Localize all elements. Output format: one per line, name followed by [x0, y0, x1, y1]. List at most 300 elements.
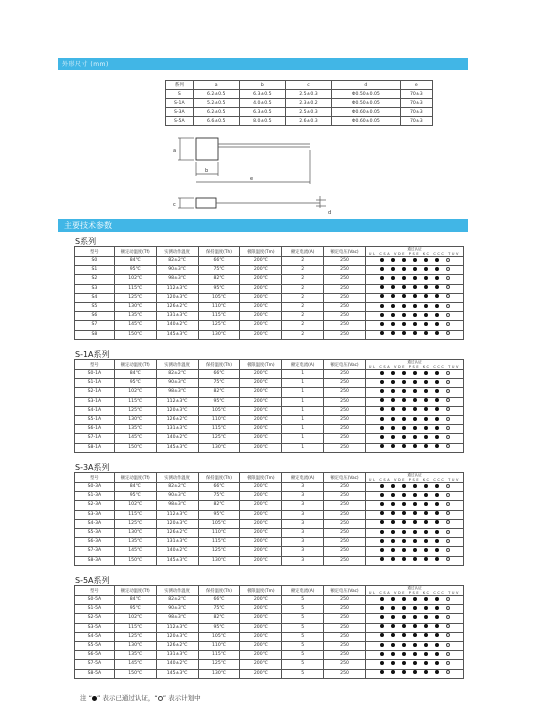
cert-pending-ring-icon	[446, 661, 450, 665]
cert-passed-dot-icon	[380, 294, 384, 298]
series-cell: 82℃	[198, 614, 240, 623]
series-header-row	[75, 360, 464, 370]
series-cell: 3	[282, 528, 324, 537]
cert-status-cell	[366, 266, 464, 275]
cert-passed-dot-icon	[424, 285, 428, 289]
cert-pending-ring-icon	[446, 371, 450, 375]
cert-passed-dot-icon	[424, 530, 428, 534]
series-cell: S6-5A	[75, 651, 115, 660]
series-col-header: 额定电压(Vac)	[324, 473, 366, 483]
cert-pending-ring-icon	[446, 530, 450, 534]
series-cell: 150℃	[114, 669, 156, 678]
series-cell: 250	[324, 660, 366, 669]
cert-passed-dot-icon	[402, 606, 406, 610]
series-cell: 130℃	[198, 669, 240, 678]
series-cell: 200℃	[240, 538, 282, 547]
series-row	[75, 605, 464, 614]
series-cell: 145℃	[114, 547, 156, 556]
cert-pending-ring-icon	[446, 520, 450, 524]
series-cell: 200℃	[240, 510, 282, 519]
cert-passed-dot-icon	[402, 502, 406, 506]
cert-passed-dot-icon	[435, 557, 439, 561]
series-cell: 250	[324, 538, 366, 547]
cert-passed-dot-icon	[402, 304, 406, 308]
dim-cell: 70±3	[400, 108, 432, 117]
series-row	[75, 321, 464, 330]
cert-status-cell	[366, 605, 464, 614]
series-cell: 126±2℃	[156, 302, 198, 311]
dim-cell: 2.3±0.2	[285, 99, 331, 108]
series-cell: 112±3℃	[156, 623, 198, 632]
cert-passed-dot-icon	[402, 398, 406, 402]
series-cell: 95℃	[114, 379, 156, 388]
dim-col-header: b	[239, 81, 285, 90]
series-cell: 90±3℃	[156, 379, 198, 388]
cert-passed-dot-icon	[391, 407, 395, 411]
dim-cell: 6.2±0.5	[193, 90, 239, 99]
series-cell: 66℃	[198, 257, 240, 266]
dim-col-header: c	[285, 81, 331, 90]
cert-passed-dot-icon	[380, 624, 384, 628]
series-cell: 130℃	[114, 528, 156, 537]
cert-passed-dot-icon	[424, 258, 428, 262]
dim-cell: 5.2±0.5	[193, 99, 239, 108]
series-cell: 120±3℃	[156, 293, 198, 302]
cert-passed-dot-icon	[380, 548, 384, 552]
series-row	[75, 388, 464, 397]
series-col-header: 实测动作温度	[156, 586, 198, 596]
cert-passed-dot-icon	[435, 417, 439, 421]
cert-passed-dot-icon	[435, 331, 439, 335]
cert-passed-dot-icon	[435, 539, 439, 543]
series-row	[75, 406, 464, 415]
series-col-header: 额定电流(A)	[282, 247, 324, 257]
cert-pending-ring-icon	[446, 331, 450, 335]
series-cell: 1	[282, 415, 324, 424]
series-cell: 95℃	[114, 492, 156, 501]
cert-passed-dot-icon	[380, 511, 384, 515]
cert-passed-dot-icon	[413, 643, 417, 647]
series-cell: 200℃	[240, 312, 282, 321]
cert-passed-dot-icon	[424, 435, 428, 439]
series-cell: 150℃	[114, 556, 156, 565]
cert-pending-ring-icon	[446, 606, 450, 610]
cert-passed-dot-icon	[391, 294, 395, 298]
series-cell: 200℃	[240, 266, 282, 275]
series-cell: 126±2℃	[156, 415, 198, 424]
series-cell: 130℃	[198, 330, 240, 339]
cert-pending-ring-icon	[446, 313, 450, 317]
cert-passed-dot-icon	[380, 417, 384, 421]
series-cell: 120±3℃	[156, 519, 198, 528]
cert-passed-dot-icon	[402, 258, 406, 262]
cert-passed-dot-icon	[380, 435, 384, 439]
dim-cell: Φ0.60±0.05	[332, 117, 401, 126]
series-cell: 125℃	[114, 632, 156, 641]
series-cell: 250	[324, 397, 366, 406]
series-cell: 3	[282, 483, 324, 492]
cert-pending-ring-icon	[446, 407, 450, 411]
cert-passed-dot-icon	[413, 267, 417, 271]
cert-passed-dot-icon	[435, 493, 439, 497]
cert-passed-dot-icon	[435, 322, 439, 326]
cert-passed-dot-icon	[380, 398, 384, 402]
series-cell: 145±3℃	[156, 443, 198, 452]
cert-passed-dot-icon	[402, 520, 406, 524]
cert-passed-dot-icon	[380, 652, 384, 656]
series-cell: 250	[324, 492, 366, 501]
cert-passed-dot-icon	[435, 398, 439, 402]
cert-passed-dot-icon	[435, 530, 439, 534]
cert-passed-dot-icon	[380, 371, 384, 375]
cert-passed-dot-icon	[424, 267, 428, 271]
series-cell: S6	[75, 312, 115, 321]
series-row	[75, 547, 464, 556]
cert-passed-dot-icon	[424, 484, 428, 488]
cert-passed-dot-icon	[424, 624, 428, 628]
series-cell: 110℃	[198, 528, 240, 537]
cert-passed-dot-icon	[413, 661, 417, 665]
cert-passed-dot-icon	[424, 407, 428, 411]
series-cell: 200℃	[240, 370, 282, 379]
series-cell: 102℃	[114, 614, 156, 623]
dim-label-b: b	[205, 168, 209, 174]
cert-pending-ring-icon	[446, 304, 450, 308]
cert-passed-dot-icon	[413, 484, 417, 488]
cert-passed-dot-icon	[435, 502, 439, 506]
series-cell: 200℃	[240, 623, 282, 632]
series-cell: 250	[324, 547, 366, 556]
cert-passed-dot-icon	[402, 670, 406, 674]
series-table	[74, 585, 464, 679]
series-cell: 112±3℃	[156, 510, 198, 519]
cert-passed-dot-icon	[380, 426, 384, 430]
dim-cell: 6.6±0.5	[193, 117, 239, 126]
cert-passed-dot-icon	[391, 502, 395, 506]
series-col-header: 通过认证 UL CSA VDE PSE KC CCC TUV	[366, 473, 464, 483]
series-cell: 1	[282, 434, 324, 443]
series-cell: 250	[324, 519, 366, 528]
cert-passed-dot-icon	[380, 389, 384, 393]
series-cell: S6-3A	[75, 538, 115, 547]
cert-passed-dot-icon	[402, 643, 406, 647]
cert-status-cell	[366, 492, 464, 501]
series-cell: 125℃	[198, 434, 240, 443]
cert-passed-dot-icon	[402, 444, 406, 448]
cert-passed-dot-icon	[435, 661, 439, 665]
series-cell: 200℃	[240, 669, 282, 678]
series-cell: 82±2℃	[156, 257, 198, 266]
cert-passed-dot-icon	[424, 511, 428, 515]
cert-passed-dot-icon	[391, 652, 395, 656]
cert-passed-dot-icon	[380, 304, 384, 308]
specs-banner	[58, 219, 468, 232]
series-cell: 115℃	[198, 538, 240, 547]
cert-status-cell	[366, 614, 464, 623]
series-cell: 5	[282, 669, 324, 678]
series-cell: 2	[282, 312, 324, 321]
series-col-header: 额定动温度(Tf)	[114, 586, 156, 596]
dim-cell: 8.0±0.5	[239, 117, 285, 126]
cert-passed-dot-icon	[391, 615, 395, 619]
cert-passed-dot-icon	[413, 511, 417, 515]
series-header-row	[75, 247, 464, 257]
cert-passed-dot-icon	[391, 557, 395, 561]
cert-passed-dot-icon	[380, 267, 384, 271]
series-cell: 2	[282, 293, 324, 302]
cert-status-cell	[366, 312, 464, 321]
series-cell: 130℃	[114, 641, 156, 650]
series-cell: 135℃	[114, 312, 156, 321]
series-cell: 250	[324, 614, 366, 623]
series-cell: 200℃	[240, 501, 282, 510]
series-cell: 66℃	[198, 370, 240, 379]
series-cell: 145±3℃	[156, 330, 198, 339]
series-row	[75, 556, 464, 565]
cert-passed-dot-icon	[413, 435, 417, 439]
series-cell: 84℃	[114, 483, 156, 492]
series-row	[75, 483, 464, 492]
series-row	[75, 397, 464, 406]
series-cell: 82℃	[198, 501, 240, 510]
series-cell: 250	[324, 293, 366, 302]
cert-passed-dot-icon	[402, 597, 406, 601]
series-cell: 66℃	[198, 596, 240, 605]
cert-passed-dot-icon	[391, 661, 395, 665]
series-col-header: 额定电流(A)	[282, 473, 324, 483]
series-row	[75, 501, 464, 510]
cert-passed-dot-icon	[391, 417, 395, 421]
cert-passed-dot-icon	[435, 380, 439, 384]
cert-pending-ring-icon	[446, 276, 450, 280]
dim-cell: 6.3±0.5	[239, 108, 285, 117]
cert-passed-dot-icon	[435, 670, 439, 674]
series-cell: 250	[324, 406, 366, 415]
dim-cell: S-1A	[166, 99, 194, 108]
cert-passed-dot-icon	[380, 380, 384, 384]
series-cell: 105℃	[198, 406, 240, 415]
cert-passed-dot-icon	[380, 530, 384, 534]
series-cell: 3	[282, 519, 324, 528]
cert-passed-dot-icon	[380, 615, 384, 619]
series-col-header: 实测动作温度	[156, 247, 198, 257]
series-cell: 200℃	[240, 434, 282, 443]
series-col-header: 额定电压(Vac)	[324, 247, 366, 257]
series-cell: 200℃	[240, 275, 282, 284]
series-row	[75, 312, 464, 321]
series-cell: 105℃	[198, 293, 240, 302]
series-cell: 3	[282, 556, 324, 565]
series-cell: 112±3℃	[156, 397, 198, 406]
cert-passed-dot-icon	[413, 597, 417, 601]
cert-passed-dot-icon	[380, 633, 384, 637]
series-cell: 2	[282, 321, 324, 330]
dimensions-header: 外形尺寸 (mm)	[62, 61, 109, 68]
cert-passed-dot-icon	[391, 313, 395, 317]
cert-logos-icon: UL CSA VDE PSE KC CCC TUV	[368, 365, 461, 369]
cert-passed-dot-icon	[413, 633, 417, 637]
cert-passed-dot-icon	[413, 304, 417, 308]
cert-passed-dot-icon	[380, 331, 384, 335]
cert-passed-dot-icon	[424, 371, 428, 375]
series-cell: S7	[75, 321, 115, 330]
cert-passed-dot-icon	[413, 652, 417, 656]
cert-passed-dot-icon	[402, 557, 406, 561]
cert-pending-ring-icon	[446, 435, 450, 439]
cert-passed-dot-icon	[402, 530, 406, 534]
series-cell: 131±3℃	[156, 538, 198, 547]
cert-passed-dot-icon	[424, 633, 428, 637]
series-row	[75, 257, 464, 266]
series-cell: 250	[324, 605, 366, 614]
cert-passed-dot-icon	[413, 530, 417, 534]
cert-passed-dot-icon	[435, 444, 439, 448]
series-cell: 250	[324, 266, 366, 275]
cert-status-cell	[366, 321, 464, 330]
cert-pending-ring-icon	[446, 557, 450, 561]
series-cell: 250	[324, 434, 366, 443]
series-row	[75, 370, 464, 379]
series-col-header: 型号	[75, 360, 115, 370]
series-header-row	[75, 586, 464, 596]
cert-passed-dot-icon	[413, 294, 417, 298]
dim-row	[166, 108, 433, 117]
series-cell: 5	[282, 651, 324, 660]
series-cell: 115℃	[114, 623, 156, 632]
cert-passed-dot-icon	[402, 267, 406, 271]
series-cell: S4	[75, 293, 115, 302]
cert-passed-dot-icon	[402, 380, 406, 384]
series-cell: 200℃	[240, 641, 282, 650]
cert-passed-dot-icon	[424, 539, 428, 543]
series-cell: 105℃	[198, 519, 240, 528]
cert-passed-dot-icon	[380, 606, 384, 610]
cert-status-cell	[366, 547, 464, 556]
series-cell: 200℃	[240, 632, 282, 641]
series-cell: 250	[324, 425, 366, 434]
dim-cell: 6.3±0.5	[239, 90, 285, 99]
cert-pending-ring-icon	[446, 643, 450, 647]
cert-passed-dot-icon	[402, 493, 406, 497]
cert-passed-dot-icon	[391, 398, 395, 402]
series-col-header: 额定电流(A)	[282, 586, 324, 596]
cert-passed-dot-icon	[424, 548, 428, 552]
series-cell: 5	[282, 614, 324, 623]
cert-passed-dot-icon	[380, 407, 384, 411]
cert-passed-dot-icon	[435, 633, 439, 637]
cert-passed-dot-icon	[391, 267, 395, 271]
cert-passed-dot-icon	[424, 661, 428, 665]
cert-status-cell	[366, 669, 464, 678]
series-cell: 250	[324, 632, 366, 641]
cert-passed-dot-icon	[424, 304, 428, 308]
series-row	[75, 510, 464, 519]
series-col-header: 保持温度(Th)	[198, 473, 240, 483]
series-cell: 135℃	[114, 651, 156, 660]
series-cell: S2-3A	[75, 501, 115, 510]
cert-passed-dot-icon	[380, 661, 384, 665]
cert-passed-dot-icon	[402, 426, 406, 430]
cert-status-cell	[366, 538, 464, 547]
cert-passed-dot-icon	[391, 670, 395, 674]
cert-status-cell	[366, 330, 464, 339]
cert-passed-dot-icon	[435, 597, 439, 601]
series-cell: 125℃	[114, 293, 156, 302]
series-cell: S5-1A	[75, 415, 115, 424]
series-cell: 95℃	[198, 397, 240, 406]
series-cell: 1	[282, 370, 324, 379]
cert-pending-ring-icon	[446, 389, 450, 393]
series-cell: 250	[324, 302, 366, 311]
series-cell: 98±3℃	[156, 388, 198, 397]
series-cell: 98±3℃	[156, 275, 198, 284]
dim-cell: 70±3	[400, 90, 432, 99]
cert-status-cell	[366, 425, 464, 434]
cert-passed-dot-icon	[435, 294, 439, 298]
series-col-header: 型号	[75, 586, 115, 596]
series-col-header: 型号	[75, 473, 115, 483]
cert-passed-dot-icon	[424, 398, 428, 402]
series-cell: 250	[324, 379, 366, 388]
cert-passed-dot-icon	[435, 606, 439, 610]
cert-passed-dot-icon	[413, 258, 417, 262]
series-cell: 250	[324, 483, 366, 492]
series-cell: 250	[324, 556, 366, 565]
series-cell: S1-5A	[75, 605, 115, 614]
series-cell: S6-1A	[75, 425, 115, 434]
series-cell: 145℃	[114, 321, 156, 330]
dim-cell: 2.6±0.3	[285, 117, 331, 126]
cert-passed-dot-icon	[413, 615, 417, 619]
cert-pending-ring-icon	[446, 502, 450, 506]
cert-status-cell	[366, 641, 464, 650]
series-title: S系列	[75, 237, 97, 246]
cert-passed-dot-icon	[424, 652, 428, 656]
series-col-header: 极限温度(Tm)	[240, 247, 282, 257]
series-cell: 250	[324, 528, 366, 537]
series-cell: S2-5A	[75, 614, 115, 623]
cert-status-cell	[366, 483, 464, 492]
series-cell: 125℃	[114, 519, 156, 528]
series-cell: 250	[324, 284, 366, 293]
series-cell: S5-5A	[75, 641, 115, 650]
series-header-row	[75, 473, 464, 483]
series-col-header: 实测动作温度	[156, 360, 198, 370]
series-cell: 200℃	[240, 425, 282, 434]
series-col-header: 保持温度(Th)	[198, 586, 240, 596]
series-cell: 135℃	[114, 425, 156, 434]
series-cell: 250	[324, 312, 366, 321]
series-cell: 200℃	[240, 293, 282, 302]
series-cell: 84℃	[114, 370, 156, 379]
cert-passed-dot-icon	[391, 322, 395, 326]
cert-passed-dot-icon	[413, 548, 417, 552]
series-cell: 102℃	[114, 275, 156, 284]
series-row	[75, 443, 464, 452]
series-cell: 200℃	[240, 660, 282, 669]
series-cell: 200℃	[240, 284, 282, 293]
series-row	[75, 669, 464, 678]
cert-status-cell	[366, 257, 464, 266]
series-col-header: 极限温度(Tm)	[240, 473, 282, 483]
cert-status-cell	[366, 406, 464, 415]
dim-cell: S	[166, 90, 194, 99]
cert-passed-dot-icon	[402, 313, 406, 317]
series-cell: 90±3℃	[156, 605, 198, 614]
series-cell: 250	[324, 641, 366, 650]
cert-passed-dot-icon	[402, 435, 406, 439]
dim-cell: 70±3	[400, 117, 432, 126]
